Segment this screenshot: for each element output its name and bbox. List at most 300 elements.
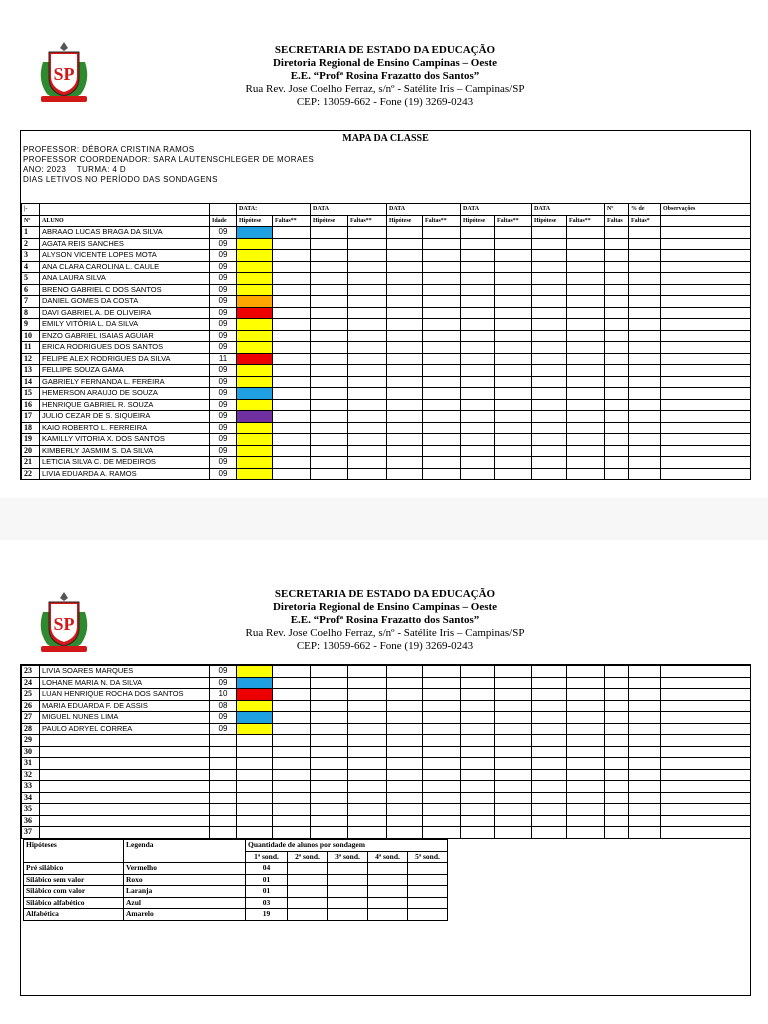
hipotese-cell-1 xyxy=(237,769,273,781)
empty-cell xyxy=(273,284,311,296)
empty-cell xyxy=(495,296,532,308)
empty-cell xyxy=(423,457,461,469)
legend-sond-1: 1ª sond. xyxy=(246,851,288,863)
header-pct-faltas: Faltas* xyxy=(629,215,661,227)
empty-cell xyxy=(348,353,387,365)
empty-cell xyxy=(605,445,629,457)
empty-cell xyxy=(495,330,532,342)
empty-cell xyxy=(629,723,661,735)
hipotese-cell-1 xyxy=(237,330,273,342)
empty-cell xyxy=(387,815,423,827)
empty-cell xyxy=(532,388,567,400)
student-name: BRENO GABRIEL C DOS SANTOS xyxy=(40,284,210,296)
empty-cell xyxy=(273,376,311,388)
empty-cell xyxy=(661,700,751,712)
student-row xyxy=(22,804,751,816)
empty-cell xyxy=(387,792,423,804)
empty-cell xyxy=(532,723,567,735)
empty-cell xyxy=(567,284,605,296)
empty-cell xyxy=(423,815,461,827)
hipotese-cell-1 xyxy=(237,735,273,747)
empty-cell xyxy=(387,238,423,250)
empty-cell xyxy=(461,273,495,285)
empty-cell xyxy=(423,342,461,354)
empty-cell xyxy=(661,712,751,724)
empty-cell xyxy=(348,319,387,331)
empty-cell xyxy=(495,238,532,250)
empty-cell xyxy=(661,792,751,804)
hipotese-cell-1 xyxy=(237,434,273,446)
empty-cell xyxy=(423,227,461,239)
empty-cell xyxy=(461,781,495,793)
student-row xyxy=(22,399,751,411)
empty-cell xyxy=(567,666,605,678)
empty-cell xyxy=(605,769,629,781)
student-age: 09 xyxy=(210,399,237,411)
header-faltas-3: Faltas** xyxy=(423,215,461,227)
empty-cell xyxy=(423,769,461,781)
class-map-title: MAPA DA CLASSE xyxy=(342,133,429,144)
empty-cell xyxy=(387,422,423,434)
empty-cell xyxy=(495,723,532,735)
page-1 xyxy=(0,0,768,498)
empty-cell xyxy=(461,804,495,816)
legend-color-name: Roxo xyxy=(124,874,246,886)
header-hipotese-2: Hipótese xyxy=(311,215,348,227)
empty-cell xyxy=(495,746,532,758)
student-row xyxy=(22,445,751,457)
empty-cell xyxy=(423,365,461,377)
empty-cell xyxy=(605,422,629,434)
empty-cell xyxy=(532,700,567,712)
student-name: LUAN HENRIQUE ROCHA DOS SANTOS xyxy=(40,689,210,701)
empty-cell xyxy=(311,422,348,434)
student-name: FELIPE ALEX RODRIGUES DA SILVA xyxy=(40,353,210,365)
empty-cell xyxy=(495,815,532,827)
empty-cell xyxy=(387,666,423,678)
empty-cell xyxy=(605,296,629,308)
empty-cell xyxy=(387,434,423,446)
header-faltas-5: Faltas** xyxy=(567,215,605,227)
empty-cell xyxy=(661,468,751,480)
empty-cell xyxy=(532,250,567,262)
empty-cell xyxy=(273,700,311,712)
empty-cell xyxy=(532,296,567,308)
empty-cell xyxy=(661,330,751,342)
empty-cell xyxy=(532,666,567,678)
hipotese-cell-1 xyxy=(237,758,273,770)
empty-cell xyxy=(629,689,661,701)
legend-sond-4: 4ª sond. xyxy=(368,851,408,863)
empty-cell xyxy=(461,758,495,770)
student-name xyxy=(40,781,210,793)
empty-cell xyxy=(461,712,495,724)
header-date-5: DATA xyxy=(532,204,605,216)
legend-hipotese: Alfabética xyxy=(24,909,124,921)
empty-cell xyxy=(423,781,461,793)
student-age xyxy=(210,827,237,839)
empty-cell xyxy=(605,227,629,239)
empty-cell xyxy=(567,746,605,758)
empty-cell xyxy=(605,250,629,262)
empty-cell xyxy=(311,376,348,388)
header-obs: Observações xyxy=(661,204,751,216)
empty-cell xyxy=(532,746,567,758)
student-row xyxy=(22,677,751,689)
header-hipotese-1: Hipótese xyxy=(237,215,273,227)
empty-cell xyxy=(311,388,348,400)
empty-cell xyxy=(661,735,751,747)
empty-cell xyxy=(661,746,751,758)
student-row xyxy=(22,457,751,469)
empty-cell xyxy=(461,238,495,250)
empty-cell xyxy=(605,376,629,388)
empty-cell xyxy=(461,227,495,239)
empty-cell xyxy=(605,273,629,285)
legend-color-name: Vermelho xyxy=(124,863,246,875)
page-2 xyxy=(0,540,768,1024)
legend-hipotese: Silábico com valor xyxy=(24,886,124,898)
empty-cell xyxy=(273,273,311,285)
student-number: 9 xyxy=(22,319,40,331)
student-number: 24 xyxy=(22,677,40,689)
empty-cell xyxy=(423,677,461,689)
empty-cell xyxy=(532,342,567,354)
header-pct: % de xyxy=(629,204,661,216)
student-name: ANA CLARA CAROLINA L. CAULE xyxy=(40,261,210,273)
student-age: 09 xyxy=(210,330,237,342)
student-row xyxy=(22,735,751,747)
empty-cell xyxy=(348,700,387,712)
empty-cell xyxy=(311,296,348,308)
student-row xyxy=(22,296,751,308)
empty-cell xyxy=(567,296,605,308)
empty-cell xyxy=(423,735,461,747)
student-number: 30 xyxy=(22,746,40,758)
table-header-row-columns xyxy=(22,215,751,227)
empty-cell xyxy=(387,307,423,319)
student-row xyxy=(22,411,751,423)
empty-cell xyxy=(629,319,661,331)
student-name: JULIO CEZAR DE S. SIQUEIRA xyxy=(40,411,210,423)
empty-cell xyxy=(532,827,567,839)
empty-cell xyxy=(532,457,567,469)
empty-cell xyxy=(605,723,629,735)
empty-cell xyxy=(348,666,387,678)
hipotese-cell-1 xyxy=(237,319,273,331)
empty-cell xyxy=(348,365,387,377)
legend-sond-5: 5ª sond. xyxy=(408,851,448,863)
empty-cell xyxy=(273,353,311,365)
empty-cell xyxy=(273,422,311,434)
empty-cell xyxy=(461,296,495,308)
empty-cell xyxy=(387,388,423,400)
empty-cell xyxy=(567,227,605,239)
student-row xyxy=(22,758,751,770)
empty-cell xyxy=(629,445,661,457)
empty-cell xyxy=(348,273,387,285)
empty-cell xyxy=(387,376,423,388)
empty-cell xyxy=(387,769,423,781)
header-address: Rua Rev. Jose Coelho Ferraz, s/nº - Satélite Iris – Campinas/SP xyxy=(245,83,525,95)
empty-cell xyxy=(348,677,387,689)
legend-count-1: 01 xyxy=(246,886,288,898)
student-row xyxy=(22,227,751,239)
empty-cell xyxy=(567,781,605,793)
empty-cell xyxy=(348,457,387,469)
empty-cell xyxy=(629,769,661,781)
empty-cell xyxy=(495,735,532,747)
student-age xyxy=(210,769,237,781)
empty-cell xyxy=(273,434,311,446)
empty-cell xyxy=(311,411,348,423)
student-number: 33 xyxy=(22,781,40,793)
empty-cell xyxy=(629,273,661,285)
empty-cell xyxy=(311,250,348,262)
empty-cell xyxy=(273,445,311,457)
coordenador-line: PROFESSOR COORDENADOR: SARA LAUTENSCHLEGER DE MORAES xyxy=(23,155,315,164)
empty-cell xyxy=(532,238,567,250)
header-idade: Idade xyxy=(210,215,237,227)
empty-cell xyxy=(311,827,348,839)
empty-cell xyxy=(461,689,495,701)
header-faltas-1: Faltas** xyxy=(273,215,311,227)
hipotese-cell-1 xyxy=(237,804,273,816)
student-name xyxy=(40,827,210,839)
header-diretoria: Diretoria Regional de Ensino Campinas – Oeste xyxy=(272,57,498,69)
legend-row xyxy=(24,874,448,886)
hipotese-cell-1 xyxy=(237,827,273,839)
empty-cell xyxy=(661,827,751,839)
empty-cell xyxy=(567,411,605,423)
empty-cell xyxy=(348,411,387,423)
legend-sond-2: 2ª sond. xyxy=(288,851,328,863)
empty-cell xyxy=(461,468,495,480)
empty-cell xyxy=(311,319,348,331)
empty-cell xyxy=(629,250,661,262)
svg-text:SP: SP xyxy=(53,64,75,84)
empty-cell xyxy=(629,238,661,250)
empty-cell xyxy=(387,261,423,273)
empty-cell xyxy=(348,307,387,319)
empty-cell xyxy=(311,238,348,250)
empty-cell xyxy=(311,666,348,678)
student-number: 12 xyxy=(22,353,40,365)
empty-cell xyxy=(495,700,532,712)
empty-cell xyxy=(661,422,751,434)
empty-cell xyxy=(423,319,461,331)
empty-cell xyxy=(605,399,629,411)
empty-cell xyxy=(423,723,461,735)
empty-cell xyxy=(273,457,311,469)
empty-cell xyxy=(423,353,461,365)
empty-cell xyxy=(461,815,495,827)
empty-cell xyxy=(423,296,461,308)
student-row xyxy=(22,769,751,781)
empty-cell xyxy=(348,422,387,434)
empty-cell xyxy=(348,399,387,411)
student-age: 09 xyxy=(210,712,237,724)
empty-cell xyxy=(567,434,605,446)
empty-cell xyxy=(495,457,532,469)
empty-cell xyxy=(532,330,567,342)
empty-cell xyxy=(532,273,567,285)
empty-cell xyxy=(629,307,661,319)
student-name: DAVI GABRIEL A. DE OLIVEIRA xyxy=(40,307,210,319)
table-header-row-dates xyxy=(22,204,751,216)
empty-cell xyxy=(387,781,423,793)
school-header-2 xyxy=(210,588,560,653)
student-age xyxy=(210,746,237,758)
empty-cell xyxy=(567,457,605,469)
header-hipotese-3: Hipótese xyxy=(387,215,423,227)
empty-cell xyxy=(273,666,311,678)
student-number: 13 xyxy=(22,365,40,377)
empty-cell xyxy=(495,758,532,770)
empty-cell xyxy=(387,677,423,689)
empty-cell xyxy=(348,238,387,250)
empty-cell xyxy=(423,758,461,770)
empty-cell xyxy=(567,689,605,701)
empty-cell xyxy=(311,330,348,342)
empty-cell xyxy=(629,815,661,827)
student-name xyxy=(40,769,210,781)
empty-cell xyxy=(461,284,495,296)
empty-cell xyxy=(495,273,532,285)
empty-cell xyxy=(567,445,605,457)
empty-cell xyxy=(661,689,751,701)
empty-cell xyxy=(273,815,311,827)
empty-cell xyxy=(423,700,461,712)
student-age xyxy=(210,815,237,827)
student-name: LIVIA EDUARDA A. RAMOS xyxy=(40,468,210,480)
legend-hipotese: Pré silábico xyxy=(24,863,124,875)
empty-cell xyxy=(387,365,423,377)
legend-count-1: 03 xyxy=(246,897,288,909)
header-school: E.E. “Profª Rosina Frazatto dos Santos” xyxy=(290,70,480,82)
empty-cell xyxy=(311,677,348,689)
header-secretaria: SECRETARIA DE ESTADO DA EDUCAÇÃO xyxy=(274,44,496,56)
empty-cell xyxy=(495,468,532,480)
hipotese-cell-1 xyxy=(237,700,273,712)
empty-cell xyxy=(273,804,311,816)
student-name: FELLIPE SOUZA GAMA xyxy=(40,365,210,377)
empty-cell xyxy=(495,689,532,701)
student-number: 29 xyxy=(22,735,40,747)
hipotese-cell-1 xyxy=(237,422,273,434)
empty-cell xyxy=(348,723,387,735)
student-name: ALYSON VICENTE LOPES MOTA xyxy=(40,250,210,262)
student-number: 10 xyxy=(22,330,40,342)
legend-color-name: Amarelo xyxy=(124,909,246,921)
empty-cell xyxy=(461,261,495,273)
empty-cell xyxy=(348,250,387,262)
hipotese-cell-1 xyxy=(237,689,273,701)
student-age: 09 xyxy=(210,434,237,446)
student-age: 09 xyxy=(210,273,237,285)
empty-cell xyxy=(423,399,461,411)
empty-cell xyxy=(661,815,751,827)
turma-value: TURMA: 4 D xyxy=(76,165,127,174)
student-number: 16 xyxy=(22,399,40,411)
empty-cell xyxy=(461,746,495,758)
empty-cell xyxy=(605,792,629,804)
student-row xyxy=(22,376,751,388)
empty-cell xyxy=(532,319,567,331)
empty-cell xyxy=(273,238,311,250)
student-age: 09 xyxy=(210,319,237,331)
empty-cell xyxy=(387,804,423,816)
empty-cell xyxy=(311,735,348,747)
empty-cell xyxy=(567,468,605,480)
student-row xyxy=(22,468,751,480)
header-corner: |- xyxy=(22,204,40,216)
student-row xyxy=(22,284,751,296)
empty-cell xyxy=(629,758,661,770)
student-age: 09 xyxy=(210,307,237,319)
empty-cell xyxy=(629,712,661,724)
student-age: 09 xyxy=(210,261,237,273)
empty-cell xyxy=(273,411,311,423)
student-name: ABRAAO LUCAS BRAGA DA SILVA xyxy=(40,227,210,239)
empty-cell xyxy=(661,296,751,308)
empty-cell xyxy=(567,330,605,342)
student-number: 23 xyxy=(22,666,40,678)
empty-cell xyxy=(461,342,495,354)
empty-cell xyxy=(311,457,348,469)
empty-cell xyxy=(661,273,751,285)
empty-cell xyxy=(311,758,348,770)
empty-cell xyxy=(461,827,495,839)
empty-cell xyxy=(387,227,423,239)
student-number: 28 xyxy=(22,723,40,735)
empty-cell xyxy=(387,723,423,735)
student-age: 11 xyxy=(210,353,237,365)
empty-cell xyxy=(567,319,605,331)
student-name: EMILY VITÓRIA L. DA SILVA xyxy=(40,319,210,331)
empty-cell xyxy=(348,815,387,827)
student-number: 18 xyxy=(22,422,40,434)
empty-cell xyxy=(495,250,532,262)
empty-cell xyxy=(423,330,461,342)
empty-cell xyxy=(311,365,348,377)
hipotese-cell-1 xyxy=(237,307,273,319)
empty-cell xyxy=(629,468,661,480)
hipotese-cell-1 xyxy=(237,388,273,400)
empty-cell xyxy=(495,399,532,411)
student-row xyxy=(22,723,751,735)
empty-cell xyxy=(605,284,629,296)
student-number: 17 xyxy=(22,411,40,423)
empty-cell xyxy=(661,353,751,365)
legend-sond-3: 3ª sond. xyxy=(328,851,368,863)
legend-col-quantidade: Quantidade de alunos por sondagem xyxy=(246,840,448,852)
empty-cell xyxy=(423,284,461,296)
empty-cell xyxy=(532,434,567,446)
empty-cell xyxy=(348,712,387,724)
sp-coat-of-arms-logo xyxy=(35,40,93,106)
legend-color-name: Azul xyxy=(124,897,246,909)
header-faltas-4: Faltas** xyxy=(495,215,532,227)
student-name xyxy=(40,804,210,816)
empty-cell xyxy=(461,445,495,457)
empty-cell xyxy=(273,712,311,724)
empty-cell xyxy=(629,227,661,239)
legend-table xyxy=(23,839,448,921)
empty-cell xyxy=(461,365,495,377)
student-number: 14 xyxy=(22,376,40,388)
empty-cell xyxy=(495,227,532,239)
